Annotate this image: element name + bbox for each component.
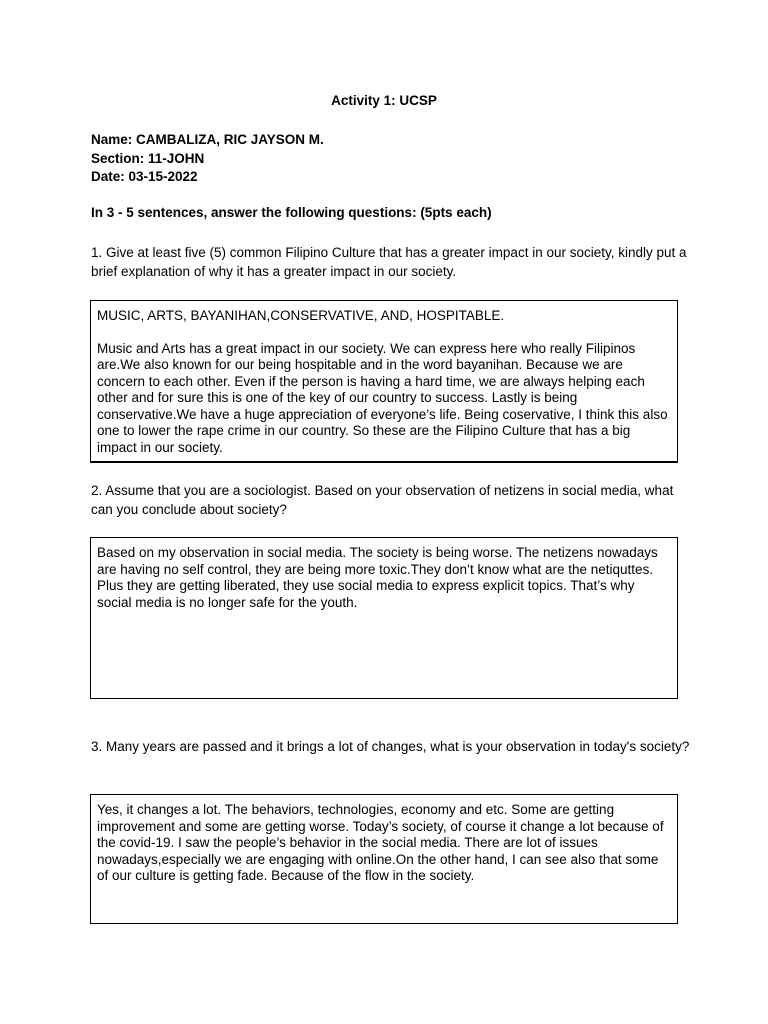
answer-3-text: Yes, it changes a lot. The behaviors, technologies, economy and etc. Some are getting improvement and some are getting worse. Today’s society, of course it change a lot because of the covid-19. I saw the people’s behavior in the social media. There are lot of issues nowadays,especially we are engaging with online.On the other hand, I can see also that some of our culture is getting fade. Because of the flow in the society. xyxy=(97,802,664,883)
answer-box-1 xyxy=(90,300,678,463)
answer-1-text: Music and Arts has a great impact in our society. We can express here who really Filipinos are.We also known for our being hospitable and in the word bayanihan. Because we are concern to each other. Even if the person is having a hard time, we are always helping each other and for sure this is one of the key of our country to success. Lastly is being conservative.We have a huge appreciation of everyone’s life. Being coservative, I think this also one to lower the rape crime in our country. So these are the Filipino Culture that has a big impact in our society. xyxy=(97,340,668,455)
student-section: Section: 11-JOHN xyxy=(91,150,205,166)
question-1: 1. Give at least five (5) common Filipino Culture that has a greater impact in our society, kindly put a brief explanation of why it has a greater impact in our society. xyxy=(91,245,687,279)
answer-box-3 xyxy=(90,794,678,924)
answer-1-headline: MUSIC, ARTS, BAYANIHAN,CONSERVATIVE, AND, HOSPITABLE. xyxy=(97,308,505,323)
document-title: Activity 1: UCSP xyxy=(331,93,437,108)
question-2: 2. Assume that you are a sociologist. Based on your observation of netizens in social media, what can you conclude about society? xyxy=(91,483,674,517)
student-info xyxy=(91,131,324,187)
question-3: 3. Many years are passed and it brings a lot of changes, what is your observation in today's society? xyxy=(91,739,690,754)
student-name: Name: CAMBALIZA, RIC JAYSON M. xyxy=(91,132,324,147)
answer-2-text: Based on my observation in social media. The society is being worse. The netizens nowadays are having no self control, they are being more toxic.They don’t know what are the netiquttes. Plus they are getting liberated, they use social media to express explicit topics. That’s why social media is no longer safe for the youth. xyxy=(97,545,658,610)
activity-date: Date: 03-15-2022 xyxy=(91,169,198,184)
answer-box-2 xyxy=(90,537,678,699)
instructions: In 3 - 5 sentences, answer the following questions: (5pts each) xyxy=(91,205,492,220)
